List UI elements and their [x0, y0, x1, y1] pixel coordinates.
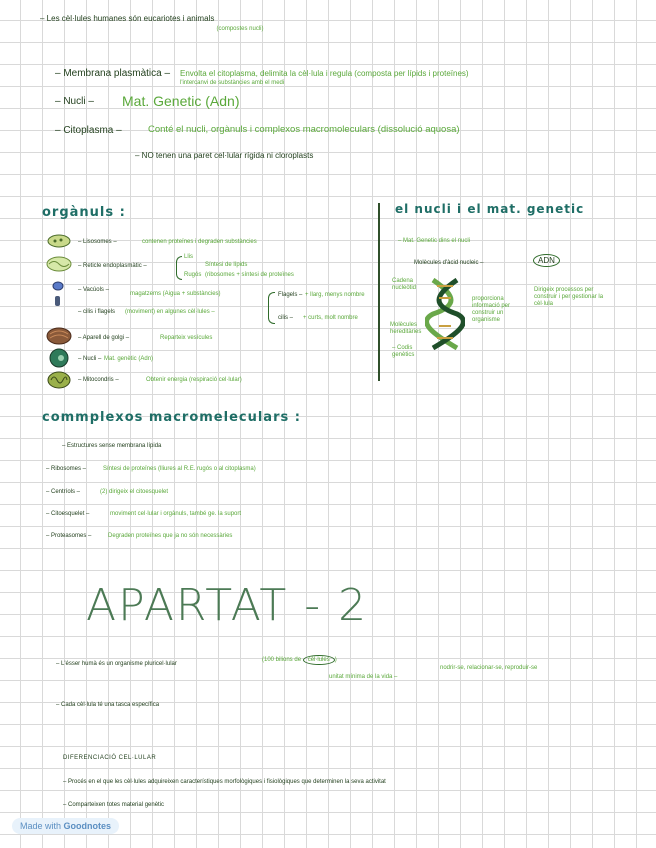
complex-ribosomes: – Ribosomes –	[46, 466, 87, 472]
nucli-icon	[50, 349, 68, 367]
dna-label-left-bot: – Codis genètics	[392, 345, 415, 358]
organul-reticle: – Reticle endoplasmàtic –	[78, 263, 147, 269]
adn-label: ADN	[533, 254, 560, 267]
dna-label-left-mid: Molècules hereditàries	[390, 322, 422, 335]
cilis-cilis-label: cilis –	[278, 315, 294, 321]
apartat-line1-sub: unitat mínima de la vida –	[329, 674, 398, 680]
reticle-brace	[176, 256, 182, 280]
membrana-sub: l'intercanvi de substàncies amb el medi	[180, 80, 285, 86]
lisosome-icon	[48, 235, 70, 247]
complex-centriols-desc: (2) dirigeix el citoesquelet	[100, 489, 169, 495]
vacuol-icon	[53, 282, 63, 290]
organul-lisosomes-desc: contenen proteïnes i degraden substàncies	[142, 239, 257, 245]
badge-prefix: Made with	[20, 821, 62, 831]
apartat-line1-circle: cèl·lules	[303, 655, 335, 665]
complex-ribosomes-desc: Síntesi de proteïnes (lliures al R.E. rugós o al citoplasma)	[103, 466, 256, 472]
dna-label-right: Dirigeix processos per construir i per gestionar la cèl·lula	[534, 287, 604, 307]
apartat-line1-b-text: (100 bilions de	[262, 657, 302, 663]
intro-line: – Les cèl·lules humanes són eucariotes i animals	[40, 14, 215, 23]
apartat-line1-a: – L'ésser humà és un organisme pluricel·lular	[56, 661, 177, 667]
apartat-line1-c: )	[334, 657, 337, 663]
organul-mitocondris-desc: Obtenir energia (respiració cel·lular)	[146, 377, 242, 383]
intro-note: (compostes nucli)	[216, 26, 264, 32]
complex-proteasomes-desc: Degraden proteïnes que ja no són necessàries	[108, 533, 233, 539]
cilis-flagels-label: Flagels –	[278, 292, 303, 298]
organul-vacuols-desc: magatzems (Aigua + substàncies)	[130, 291, 221, 297]
organul-lisosomes: – Lisosomes –	[78, 239, 117, 245]
cilis-flagels-desc: + llarg, menys nombre	[305, 292, 365, 298]
apartat-line2: – Cada cèl·lula té una tasca específica	[56, 702, 160, 708]
mitocondri-icon	[48, 372, 70, 388]
reticle-icon	[47, 257, 71, 271]
organul-cilis: – cilis i flagels	[78, 309, 116, 315]
reticle-rugos-desc: (ribosomes + síntesi de proteïnes	[205, 272, 294, 278]
cilis-brace	[268, 292, 275, 324]
citoplasma-desc: Conté el nucli, orgànuls i complexos macromoleculars (dissolució aquosa)	[148, 124, 460, 135]
organul-golgi: – Aparell de golgi –	[78, 335, 130, 341]
organuls-title: orgànuls :	[42, 205, 126, 220]
apartat-line1-b	[262, 657, 337, 663]
complex-citoesquelet-desc: moviment cel·lular i orgànuls, també ge. la suport	[110, 511, 242, 517]
complexos-intro: – Estructures sense membrana lípida	[62, 443, 162, 449]
adn-circle	[533, 256, 560, 265]
golgi-icon	[47, 328, 71, 344]
dna-label-left-top: Cadena nucleòtid	[392, 278, 417, 291]
organul-cilis-desc: (moviment) en algunes cèl·lules –	[125, 309, 215, 315]
complex-centriols: – Centríols –	[46, 489, 81, 495]
membrana-term: – Membrana plasmàtica –	[55, 68, 171, 79]
nucli-line2: Molècules d'àcid nucleic –	[414, 260, 484, 266]
diff-line2: – Comparteixen totes material genètic	[63, 802, 165, 808]
reticle-llis-label: Llis	[184, 254, 194, 260]
organul-nucli: – Nucli –	[78, 356, 102, 362]
nucli-line1: – Mat. Genetic dins el nucli	[398, 238, 471, 244]
dna-helix-icon	[425, 278, 465, 350]
badge-brand: Goodnotes	[63, 821, 112, 831]
citoplasma-term: – Citoplasma –	[55, 125, 122, 136]
apartat-title: APARTAT - 2	[86, 580, 369, 631]
organul-nucli-desc: Mat. genètic (Adn)	[104, 356, 154, 362]
complex-citoesquelet: – Citoesquelet –	[46, 511, 90, 517]
flagel-icon	[55, 296, 60, 306]
reticle-llis-desc: Síntesi de lípids	[205, 262, 248, 268]
organul-mitocondris: – Mitocondris –	[78, 377, 119, 383]
organul-golgi-desc: Reparteix vesícules	[160, 335, 213, 341]
complexos-title: commplexos macromeleculars :	[42, 410, 301, 425]
apartat-line1-right: nodrir-se, relacionar-se, reproduir-se	[440, 665, 538, 671]
diff-title: DIFERENCIACIÓ CEL·LULAR	[63, 755, 157, 761]
nucli-title: el nucli i el mat. genetic	[395, 202, 585, 216]
organul-vacuols: – Vacúols –	[78, 287, 109, 293]
membrana-desc: Envolta el citoplasma, delimita la cèl·lula i regula (composta per lípids i proteïnes)	[180, 69, 469, 78]
dna-label-mid: proporciona informació per construir un organisme	[472, 296, 511, 323]
nucli-desc: Mat. Genetic (Adn)	[122, 93, 240, 109]
diff-line1: – Procés en el que les cèl·lules adquireixen característiques morfològiques i fisiològiques que determinen la seva activitat	[63, 779, 386, 785]
cilis-cilis-desc: + curts, molt nombre	[303, 315, 358, 321]
complex-proteasomes: – Proteasomes –	[46, 533, 92, 539]
section-divider	[378, 203, 380, 381]
organelle-icons	[46, 234, 72, 394]
reticle-rugos-label: Rugós	[184, 272, 202, 278]
nucli-term: – Nucli –	[55, 96, 94, 107]
goodnotes-badge[interactable]	[12, 818, 119, 834]
no-wall-line: – NO tenen una paret cel·lular rígida ni cloroplasts	[135, 151, 314, 160]
